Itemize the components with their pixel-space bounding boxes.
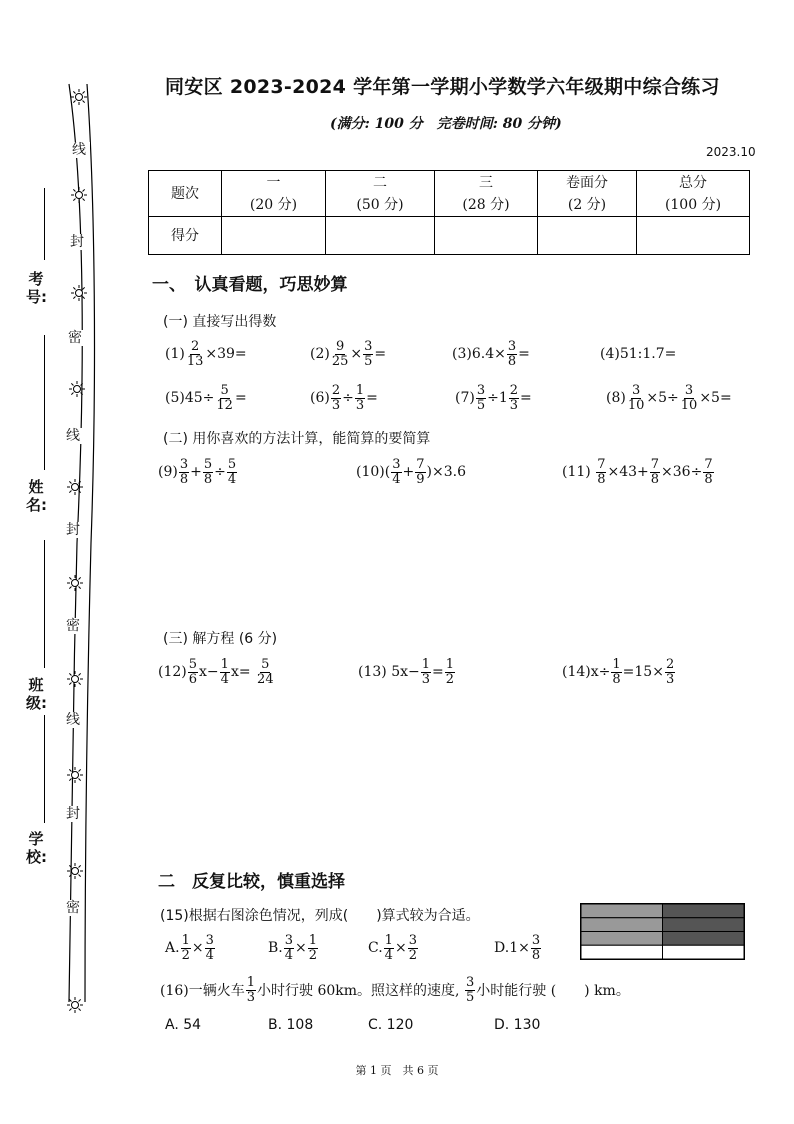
- label-xuexiao: 学校:: [26, 830, 47, 866]
- question-2: (2) $\frac{9}{25}$ × $\frac{3}{5}$ =: [310, 338, 387, 369]
- binding-word-mi-3: 密: [62, 900, 84, 916]
- label-kaohao: 考号:: [26, 270, 47, 306]
- exam-date: 2023.10: [706, 145, 756, 159]
- question-15-option-b[interactable]: B. $\frac{3}{4}$ × $\frac{1}{2}$: [268, 932, 318, 963]
- sun-mark-icon: [66, 862, 84, 880]
- score-cell-3[interactable]: [435, 217, 538, 255]
- grid-cell: [663, 932, 745, 946]
- page-title: 同安区 2023-2024 学年第一学期小学数学六年级期中综合练习: [165, 76, 720, 98]
- question-12: (12) $\frac{5}{6}$ x− $\frac{1}{4}$ x= $\frac{5}{24}$: [158, 656, 274, 687]
- question-15-option-d[interactable]: D. 1× $\frac{3}{8}$: [494, 932, 541, 963]
- grid-cell: [581, 918, 663, 932]
- grid-cell: [581, 945, 663, 959]
- section1-title: 一、 认真看题，巧思妙算: [152, 275, 348, 295]
- blank-line-banji: [44, 540, 45, 668]
- binding-word-feng-2: 封: [62, 522, 84, 538]
- score-cell-5[interactable]: [637, 217, 750, 255]
- blank-line-xingming: [44, 335, 45, 470]
- question-16-stem: (16)一辆火车 $\frac{1}{3}$ 小时行驶 60km。照这样的速度, $\frac{3}{5}$ 小时能行驶 ( ) km。: [160, 974, 630, 1005]
- score-cell-4[interactable]: [538, 217, 637, 255]
- question-9: (9) $\frac{3}{8}$ + $\frac{5}{8}$ ÷ $\frac{5}{4}$: [158, 456, 237, 487]
- question-15-option-c[interactable]: C. $\frac{1}{4}$ × $\frac{3}{2}$: [368, 932, 417, 963]
- question-1: (1) $\frac{2}{13}$ ×39=: [165, 338, 247, 369]
- sun-mark-icon: [70, 284, 88, 302]
- grid-cell: [663, 904, 745, 918]
- binding-word-xian-2: 线: [62, 428, 84, 444]
- score-col-2: 二 (50 分): [326, 171, 435, 217]
- section2-title: 二 反复比较，慎重选择: [158, 872, 345, 892]
- question-15-option-a[interactable]: A. $\frac{1}{2}$ × $\frac{3}{4}$: [165, 932, 214, 963]
- score-table-row-label: 题次: [149, 171, 222, 217]
- question-8: (8) $\frac{3}{10}$ ×5÷ $\frac{3}{10}$ ×5=: [606, 382, 732, 413]
- question-16-option-a[interactable]: A. 54: [165, 1017, 202, 1033]
- sun-mark-icon: [66, 996, 84, 1014]
- page-footer: 第 1 页 共 6 页: [355, 1064, 439, 1077]
- shaded-grid-svg: [581, 904, 744, 959]
- sun-mark-icon: [66, 574, 84, 592]
- section1-part2: (二) 用你喜欢的方法计算，能简算的要简算: [163, 431, 431, 447]
- question-14: (14) x÷ $\frac{1}{8}$ =15× $\frac{2}{3}$: [562, 656, 675, 687]
- binding-word-xian-1: 线: [68, 142, 90, 158]
- label-banji: 班级:: [26, 676, 47, 712]
- blank-line-xuexiao: [44, 715, 45, 823]
- section1-part3: (三) 解方程 (6 分): [163, 631, 278, 647]
- shaded-grid-figure: [580, 903, 745, 960]
- question-15-stem: (15)根据右图涂色情况，列成( )算式较为合适。: [160, 908, 480, 924]
- section1-part1: (一) 直接写出得数: [163, 314, 277, 330]
- binding-word-feng-3: 封: [62, 806, 84, 822]
- grid-cell: [663, 945, 745, 959]
- binding-word-xian-3: 线: [62, 712, 84, 728]
- sun-mark-icon: [70, 186, 88, 204]
- binding-word-mi-1: 密: [64, 330, 86, 346]
- question-3: (3) 6.4× $\frac{3}{8}$ =: [452, 338, 530, 369]
- score-table: [148, 170, 750, 255]
- score-cell-1[interactable]: [222, 217, 326, 255]
- score-col-3: 三 (28 分): [435, 171, 538, 217]
- binding-word-feng-1: 封: [66, 234, 88, 250]
- sun-mark-icon: [66, 478, 84, 496]
- sun-mark-icon: [70, 88, 88, 106]
- question-10: (10) ( $\frac{3}{4}$ + $\frac{7}{9}$ )×3.6: [356, 456, 466, 487]
- question-16-option-d[interactable]: D. 130: [494, 1017, 541, 1033]
- question-16-option-b[interactable]: B. 108: [268, 1017, 314, 1033]
- question-13: (13) 5x− $\frac{1}{3}$ = $\frac{1}{2}$: [358, 656, 455, 687]
- blank-line-kaohao: [44, 188, 45, 260]
- question-11: (11) $\frac{7}{8}$ ×43+ $\frac{7}{8}$ ×36÷ $\frac{7}{8}$: [562, 456, 713, 487]
- question-16-option-c[interactable]: C. 120: [368, 1017, 414, 1033]
- question-5: (5) 45÷ $\frac{5}{12}$ =: [165, 382, 247, 413]
- score-cell-2[interactable]: [326, 217, 435, 255]
- grid-cell: [581, 932, 663, 946]
- label-xingming: 姓名:: [26, 478, 47, 514]
- sun-mark-icon: [66, 766, 84, 784]
- grid-cell: [581, 904, 663, 918]
- score-col-1: 一 (20 分): [222, 171, 326, 217]
- question-6: (6) $\frac{2}{3}$ ÷ $\frac{1}{3}$ =: [310, 382, 378, 413]
- score-table-score-label: 得分: [149, 217, 222, 255]
- question-7: (7) $\frac{3}{5}$ ÷1 $\frac{2}{3}$ =: [455, 382, 532, 413]
- grid-cell: [663, 918, 745, 932]
- exam-subtitle: (满分: 100 分 完卷时间: 80 分钟): [330, 116, 562, 132]
- question-4: (4) 51:1.7=: [600, 346, 677, 362]
- score-col-4: 卷面分 (2 分): [538, 171, 637, 217]
- score-col-5: 总分 (100 分): [637, 171, 750, 217]
- sun-mark-icon: [66, 670, 84, 688]
- sun-mark-icon: [68, 380, 86, 398]
- binding-word-mi-2: 密: [62, 618, 84, 634]
